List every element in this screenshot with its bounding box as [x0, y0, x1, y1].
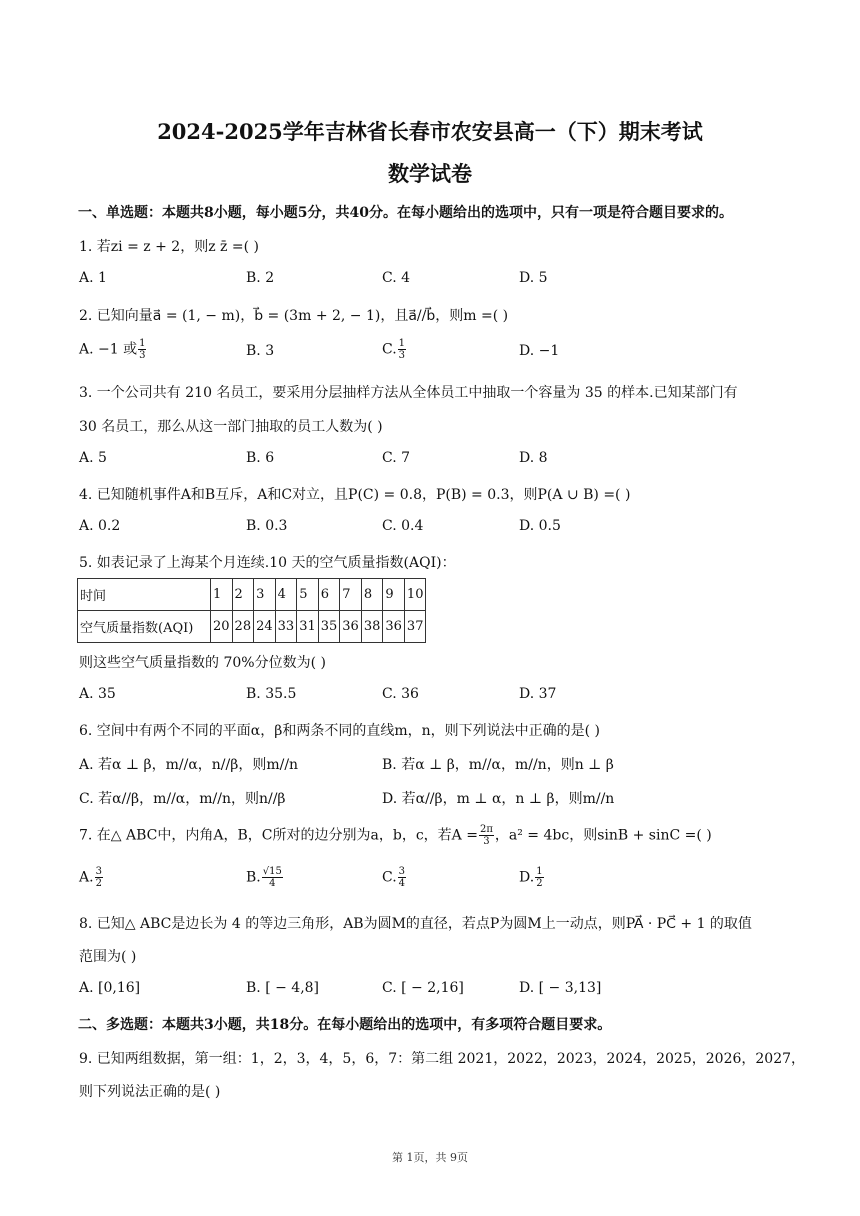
question-8-option-a: A. [0,16]	[79, 980, 141, 996]
question-8-stem-line-2: 范围为( )	[79, 949, 137, 965]
table-cell: 时间	[78, 579, 211, 611]
table-cell: 35	[318, 611, 340, 643]
table-cell: 38	[361, 611, 383, 643]
question-5-option-c: C. 36	[382, 686, 419, 702]
question-3-option-d: D. 8	[519, 450, 548, 466]
table-cell: 36	[340, 611, 362, 643]
question-7-option-d: D. $\frac{1}{2}$	[519, 866, 543, 889]
question-3-option-c: C. 7	[382, 450, 411, 466]
question-7-option-c: C. $\frac{3}{4}$	[382, 866, 406, 889]
question-8-option-c: C. [ − 2,16]	[382, 980, 464, 996]
question-2-option-a: A. −1 或 $\frac{1}{3}$	[79, 338, 146, 361]
question-6-option-b: B. 若α ⊥ β，m//α，m//n，则n ⊥ β	[382, 757, 614, 773]
question-3-stem-line-2: 30 名员工，那么从这一部门抽取的员工人数为( )	[79, 419, 383, 435]
question-3-stem-line-1: 3. 一个公司共有 210 名员工，要采用分层抽样方法从全体员工中抽取一个容量为 35 的样本.已知某部门有	[79, 385, 738, 401]
table-cell: 空气质量指数(AQI)	[78, 611, 211, 643]
question-3-option-b: B. 6	[246, 450, 275, 466]
question-4-option-a: A. 0.2	[79, 518, 121, 534]
table-cell: 28	[232, 611, 254, 643]
question-4-option-d: D. 0.5	[519, 518, 561, 534]
question-8-option-d: D. [ − 3,13]	[519, 980, 602, 996]
table-cell: 6	[318, 579, 340, 611]
question-4-option-c: C. 0.4	[382, 518, 424, 534]
question-1-option-a: A. 1	[79, 270, 107, 286]
question-9-stem-line-2: 则下列说法正确的是( )	[79, 1084, 221, 1100]
table-cell: 33	[275, 611, 297, 643]
table-cell: 10	[404, 579, 426, 611]
question-2-option-b: B. 3	[246, 343, 275, 359]
table-cell: 8	[361, 579, 383, 611]
table-cell: 37	[404, 611, 426, 643]
table-cell: 2	[232, 579, 254, 611]
table-cell: 4	[275, 579, 297, 611]
table-cell: 7	[340, 579, 362, 611]
question-7-option-a: A. $\frac{3}{2}$	[79, 866, 102, 889]
page-footer: 第 1页，共 9页	[392, 1151, 468, 1164]
table-cell: 20	[211, 611, 233, 643]
question-7-stem: 7. 在△ ABC中，内角A，B，C所对的边分别为a，b，c，若A = $\frac{2\pi}{3}$ ，a² = 4bc，则sinB + sinC =( )	[79, 824, 712, 847]
table-cell: 36	[383, 611, 405, 643]
table-row	[78, 611, 426, 643]
question-5-option-d: D. 37	[519, 686, 557, 702]
table-cell: 9	[383, 579, 405, 611]
question-6-stem: 6. 空间中有两个不同的平面α，β和两条不同的直线m，n，则下列说法中正确的是( )	[79, 723, 601, 739]
table-cell: 5	[297, 579, 319, 611]
question-4-option-b: B. 0.3	[246, 518, 288, 534]
question-5-followup: 则这些空气质量指数的 70%分位数为( )	[79, 655, 326, 671]
table-cell: 1	[211, 579, 233, 611]
question-1-stem: 1. 若zi = z + 2，则z z̄ =( )	[79, 239, 259, 255]
question-6-option-d: D. 若α//β，m ⊥ α，n ⊥ β，则m//n	[382, 791, 615, 807]
question-7-option-b: B. $\frac{√15}{4}$	[246, 866, 282, 889]
question-8-stem-line-1: 8. 已知△ ABC是边长为 4 的等边三角形，AB为圆M的直径，若点P为圆M上一动点，则PA⃗ · PC⃗ + 1 的取值	[79, 916, 752, 932]
page-title: 2024-2025学年吉林省长春市农安县高一（下）期末考试	[157, 119, 703, 144]
question-5-option-a: A. 35	[79, 686, 116, 702]
question-3-option-a: A. 5	[79, 450, 107, 466]
question-8-option-b: B. [ − 4,8]	[246, 980, 320, 996]
table-cell: 24	[254, 611, 276, 643]
section-heading-multiple-choice: 二、多选题：本题共3小题，共18分。在每小题给出的选项中，有多项符合题目要求。	[78, 1017, 612, 1033]
question-2-option-c: C. $\frac{1}{3}$	[382, 338, 406, 361]
question-1-option-c: C. 4	[382, 270, 411, 286]
question-1-option-d: D. 5	[519, 270, 548, 286]
question-2-option-d: D. −1	[519, 343, 560, 359]
page-subtitle: 数学试卷	[388, 161, 472, 186]
question-6-option-c: C. 若α//β，m//α，m//n，则n//β	[79, 791, 286, 807]
question-4-stem: 4. 已知随机事件A和B互斥，A和C对立，且P(C) = 0.8，P(B) = 0.3，则P(A ∪ B) =( )	[79, 487, 631, 503]
aqi-table	[77, 578, 426, 643]
table-cell: 3	[254, 579, 276, 611]
question-1-option-b: B. 2	[246, 270, 275, 286]
table-cell: 31	[297, 611, 319, 643]
question-5-stem: 5. 如表记录了上海某个月连续.10 天的空气质量指数(AQI)：	[79, 555, 456, 571]
question-6-option-a: A. 若α ⊥ β，m//α，n//β，则m//n	[79, 757, 299, 773]
table-row	[78, 579, 426, 611]
question-5-option-b: B. 35.5	[246, 686, 297, 702]
question-9-stem-line-1: 9. 已知两组数据，第一组：1，2，3，4，5，6，7：第二组 2021，2022，2023，2024，2025，2026，2027，	[79, 1051, 806, 1067]
question-2-stem: 2. 已知向量a⃗ = (1, − m)，b⃗ = (3m + 2, − 1)，且a⃗//b⃗，则m =( )	[79, 308, 509, 324]
section-heading-single-choice: 一、单选题：本题共8小题，每小题5分，共40分。在每小题给出的选项中，只有一项是符合题目要求的。	[78, 205, 733, 221]
